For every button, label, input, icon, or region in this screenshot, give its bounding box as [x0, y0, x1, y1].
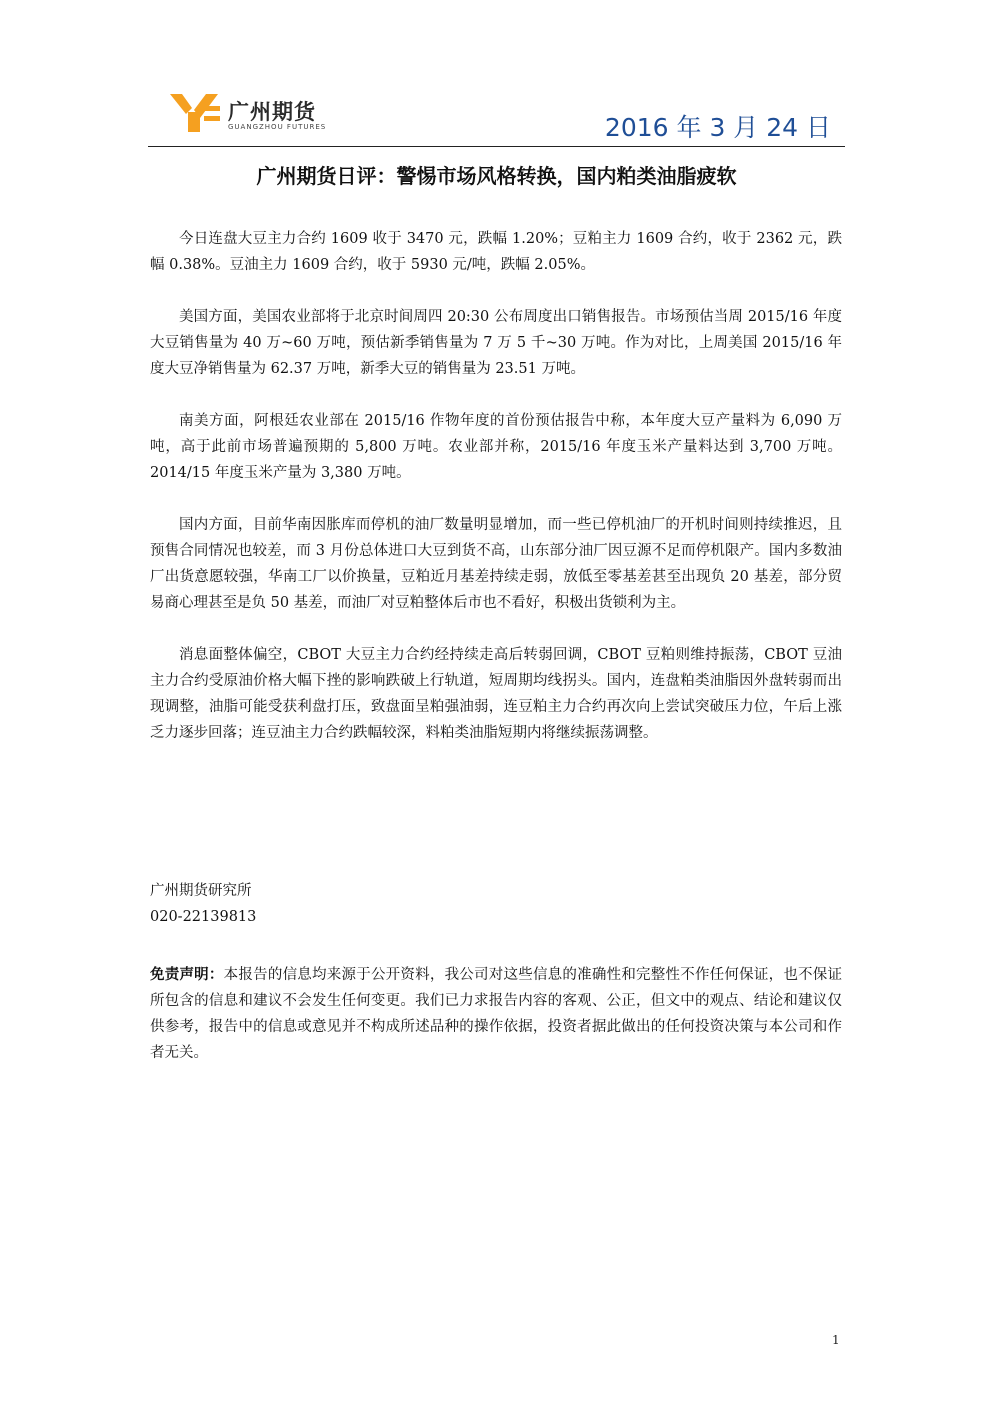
paragraph-domestic: 国内方面，目前华南因胀库而停机的油厂数量明显增加，而一些已停机油厂的开机时间则持续推迟，且预售合同情况也较差，而 3 月份总体进口大豆到货不高，山东部分油厂因豆源不足而停机限产。国内多数油厂出货意愿较强，华南工厂以价换量，豆粕近月基差持续走弱，放低至零基差甚至出现负 20 基差，部分贸易商心理甚至是负 50 基差，而油厂对豆粕整体后市也不看好，积极出货锁利为主。: [150, 517, 842, 611]
disclaimer-text: 本报告的信息均来源于公开资料，我公司对这些信息的准确性和完整性不作任何保证，也不保证所包含的信息和建议不会发生任何变更。我们已力求报告内容的客观、公正，但文中的观点、结论和建议仅供参考，报告中的信息或意见并不构成所述品种的操作依据，投资者据此做出的任何投资决策与本公司和作者无关。: [150, 967, 843, 1061]
company-logo: [170, 88, 350, 138]
paragraph-south-america: 南美方面，阿根廷农业部在 2015/16 作物年度的首份预估报告中称，本年度大豆产量料为 6,090 万吨，高于此前市场普遍预期的 5,800 万吨。农业部并称，2015/16 年度玉米产量料达到 3,700 万吨。2014/15 年度玉米产量为 3,380 万吨。: [150, 413, 842, 481]
page-header: [148, 78, 845, 148]
report-body: [150, 226, 842, 772]
paragraph-us-market: 美国方面，美国农业部将于北京时间周四 20:30 公布周度出口销售报告。市场预估当周 2015/16 年度大豆销售量为 40 万~60 万吨，预估新季销售量为 7 万 5 千~30 万吨。作为对比，上周美国 2015/16 年度大豆净销售量为 62.37 万吨，新季大豆的销售量为 23.51 万吨。: [150, 309, 842, 377]
header-divider: [148, 146, 845, 147]
disclaimer: [150, 962, 842, 1066]
paragraph-outlook: 消息面整体偏空，CBOT 大豆主力合约经持续走高后转弱回调，CBOT 豆粕则维持振荡，CBOT 豆油主力合约受原油价格大幅下挫的影响跌破上行轨道，短周期均线拐头。国内，连盘粕类油脂因外盘转弱而出现调整，油脂可能受获利盘打压，致盘面呈粕强油弱，连豆粕主力合约再次向上尝试突破压力位，午后上涨乏力逐步回落；连豆油主力合约跌幅较深，料粕类油脂短期内将继续振荡调整。: [150, 647, 842, 741]
disclaimer-label: 免责声明：: [150, 967, 224, 983]
contact-phone: 020-22139813: [150, 909, 257, 925]
organization-name: 广州期货研究所: [150, 883, 252, 899]
logo-mark-icon: [170, 92, 222, 132]
logo-english-text: GUANGZHOU FUTURES: [228, 123, 327, 131]
paragraph-market-close: 今日连盘大豆主力合约 1609 收于 3470 元，跌幅 1.20%；豆粕主力 1609 合约，收于 2362 元，跌幅 0.38%。豆油主力 1609 合约，收于 5930 元/吨，跌幅 2.05%。: [150, 231, 842, 273]
report-title: 广州期货日评：警惕市场风格转换，国内粕类油脂疲软: [256, 164, 737, 188]
report-date: 2016 年 3 月 24 日: [604, 113, 831, 142]
logo-chinese-text: 广州期货: [228, 100, 316, 124]
report-footer: [150, 878, 842, 1066]
page-number: 1: [832, 1333, 840, 1347]
